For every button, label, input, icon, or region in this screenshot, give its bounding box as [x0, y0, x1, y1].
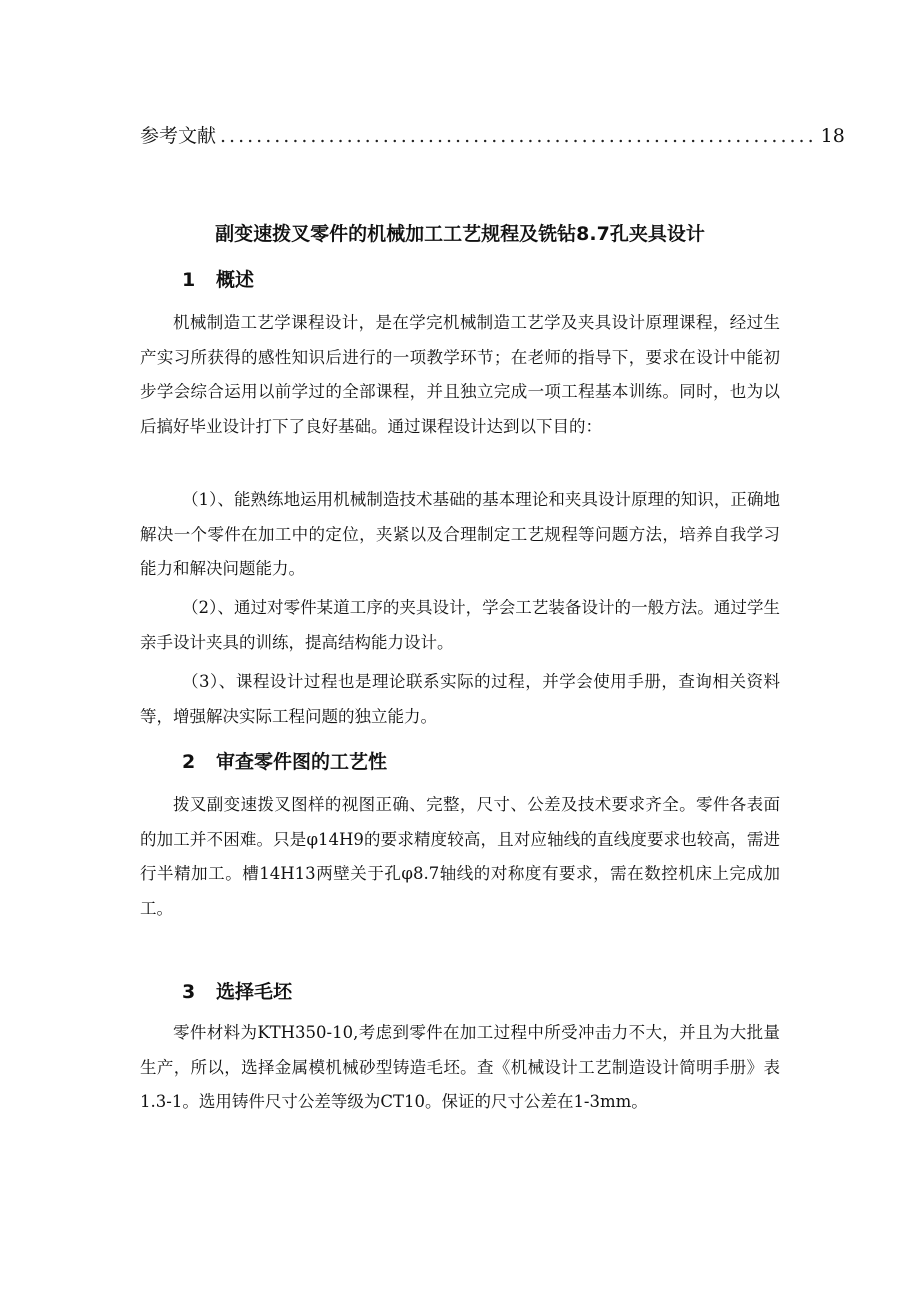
- paragraph-goal-2: （2）、通过对零件某道工序的夹具设计，学会工艺装备设计的一般方法。通过学生亲手设计夹具的训练，提高结构能力设计。: [140, 598, 780, 652]
- section-heading-1: [182, 266, 254, 294]
- paragraph-part-drawing-review: 拨叉副变速拨叉图样的视图正确、完整，尺寸、公差及技术要求齐全。零件各表面的加工并不困难。只是φ14H9的要求精度较高，且对应轴线的直线度要求也较高，需进行半精加工。槽14H13两壁关于孔φ8.7轴线的对称度有要求，需在数控机床上完成加工。: [140, 795, 780, 918]
- section-title: 选择毛坯: [216, 981, 293, 1003]
- paragraph-goal-3: （3）、课程设计过程也是理论联系实际的过程，并学会使用手册，查询相关资料等，增强解决实际工程问题的独立能力。: [140, 672, 780, 726]
- section-number: 2: [182, 751, 196, 773]
- paragraph-blank-selection: 零件材料为KTH350-10,考虑到零件在加工过程中所受冲击力不大，并且为大批量生产，所以，选择金属模机械砂型铸造毛坯。查《机械设计工艺制造设计简明手册》表1.3-1。选用铸件尺寸公差等级为CT10。保证的尺寸公差在1-3mm。: [140, 1023, 780, 1112]
- section-heading-3: [182, 978, 292, 1006]
- section-number: 3: [182, 981, 196, 1003]
- toc-entry-page-number: 18: [820, 125, 845, 147]
- section-title: 概述: [216, 269, 255, 291]
- section-heading-2: [182, 748, 387, 776]
- toc-entry-label: 参考文献: [140, 125, 217, 147]
- document-title: 副变速拨叉零件的机械加工工艺规程及铣钻8.7孔夹具设计: [215, 223, 705, 245]
- paragraph-overview: 机械制造工艺学课程设计，是在学完机械制造工艺学及夹具设计原理课程，经过生产实习所获得的感性知识后进行的一项教学环节；在老师的指导下，要求在设计中能初步学会综合运用以前学过的全部课程，并且独立完成一项工程基本训练。同时，也为以后搞好毕业设计打下了良好基础。通过课程设计达到以下目的：: [140, 313, 780, 436]
- section-number: 1: [182, 269, 196, 291]
- section-title: 审查零件图的工艺性: [216, 751, 388, 773]
- toc-entry-references[interactable]: [140, 122, 845, 150]
- toc-leader-dots: ..................................................................: [220, 125, 817, 147]
- paragraph-goal-1: （1）、能熟练地运用机械制造技术基础的基本理论和夹具设计原理的知识，正确地解决一个零件在加工中的定位，夹紧以及合理制定工艺规程等问题方法，培养自我学习能力和解决问题能力。: [140, 490, 780, 579]
